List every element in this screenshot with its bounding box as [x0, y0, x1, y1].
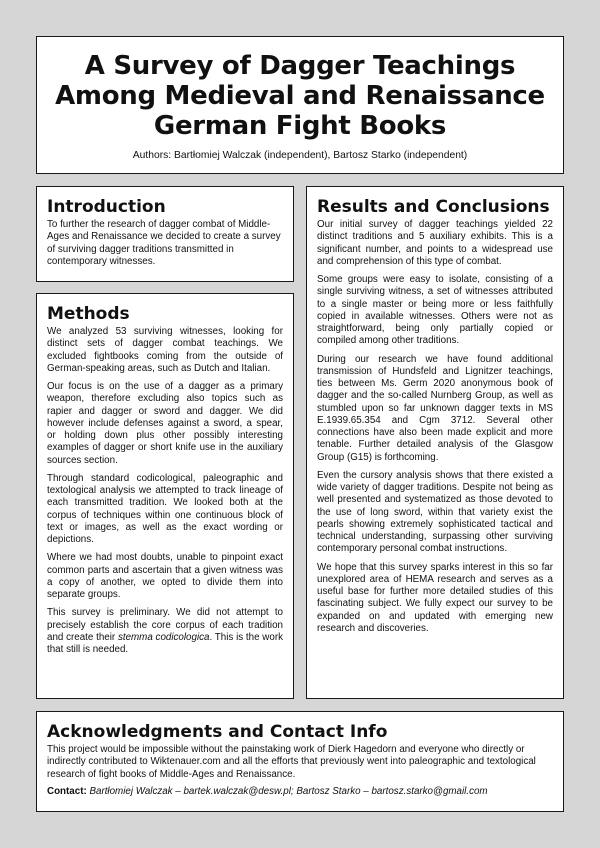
results-heading: Results and Conclusions [317, 197, 550, 217]
introduction-heading: Introduction [47, 197, 166, 217]
methods-paragraph: Where we had most doubts, unable to pinpoint exact common parts and ascertain that a given witness was a copy of another, we opted to divide them into separate groups. [47, 552, 283, 600]
methods-paragraph: Our focus is on the use of a dagger as a primary weapon, therefore excluding also topics such as rapier and dagger or sword and dagger. We did however include defenses against a sword, a spear, or holding down plus other possibly interesting examples of dagger or short knife use in the auxiliary sources section. [47, 381, 283, 466]
methods-paragraph: Through standard codicological, paleographic and textological analysis we attempted to track lineage of each transmitted tradition. We looked both at the corpus of techniques within one continuous block of text or images, as well as the exact wording or depictions. [47, 472, 283, 545]
title-box [36, 36, 564, 174]
results-paragraph: During our research we have found additional transmission of Hundsfeld and Lignitzer teachings, ties between Ms. Germ 2020 anonymous book of dagger and the so-called Nurnberg Group, as well as stumbled upon so far unknown dagger texts in MS E.1939.65.354 and Cgm 3712. Several other connections have also been made explicit and more tenable. Further detailed analysis of the Glasgow Group (G15) is forthcoming. [317, 353, 553, 463]
introduction-paragraph: To further the research of dagger combat of Middle-Ages and Renaissance we decided to create a survey of surviving dagger traditions transmitted in contemporary witnesses. [47, 219, 281, 267]
methods-last-text-after: . This is the work that still is needed. [47, 631, 283, 655]
results-section [306, 186, 564, 699]
acknowledgments-text: This project would be impossible without the painstaking work of Dierk Hagedorn and everyone who directly or indirectly contributed to Wiktenauer.com and all the efforts that previously went into paleographic and textological research of fight books of Middle-Ages and Renaissance. [47, 744, 536, 780]
methods-heading: Methods [47, 304, 130, 324]
contact-details: Bartłomiej Walczak – bartek.walczak@desw.pl; Bartosz Starko – bartosz.starko@gmail.com [89, 785, 488, 797]
methods-section [36, 293, 294, 699]
results-paragraph: Our initial survey of dagger teachings yielded 22 distinct traditions and 5 auxiliary exhibits. This is a significant number, and points to a widespread use and comprehension of this type of combat. [317, 219, 553, 267]
methods-paragraph: We analyzed 53 surviving witnesses, looking for distinct sets of dagger combat teachings. We excluded fightbooks coming from the outside of German-speaking areas, such as Dutch and Italian. [47, 326, 283, 374]
methods-last-paragraph [47, 607, 283, 656]
contact-label: Contact: [47, 785, 87, 797]
stemma-emphasis: stemma codicologica [117, 631, 210, 643]
acknowledgments-heading: Acknowledgments and Contact Info [47, 722, 388, 742]
acknowledgments-section [36, 711, 564, 812]
poster-title: A Survey of Dagger Teachings Among Medieval and Renaissance German Fight Books [55, 51, 545, 141]
authors-line: Authors: Bartłomiej Walczak (independent), Bartosz Starko (independent) [132, 150, 468, 161]
results-paragraph: Some groups were easy to isolate, consisting of a single surviving witness, a set of witnesses attributed to a single master or being more or less faithfully copied in available witnesses. Others were not as straightforward, being only partially copied or compiled among other traditions. [317, 274, 553, 347]
methods-last-text-before: This survey is preliminary. We did not attempt to precisely establish the core corpus of each tradition and create their [47, 607, 283, 643]
contact-line [47, 786, 553, 798]
results-paragraph: We hope that this survey sparks interest in this so far unexplored area of HEMA research and serves as a useful base for further more detailed studies of this fascinating subject. We fully expect our survey to be expanded on and updated with emerging new research and discoveries. [317, 561, 553, 634]
introduction-section [36, 186, 294, 282]
results-paragraph: Even the cursory analysis shows that there existed a wide variety of dagger traditions. Despite not being as well presented and systematized as those devoted to the use of long sword, within that variety exist the pearls showing extremely sophisticated tactical and technical understanding, surpassing other surviving contemporary personal combat instructions. [317, 469, 553, 555]
